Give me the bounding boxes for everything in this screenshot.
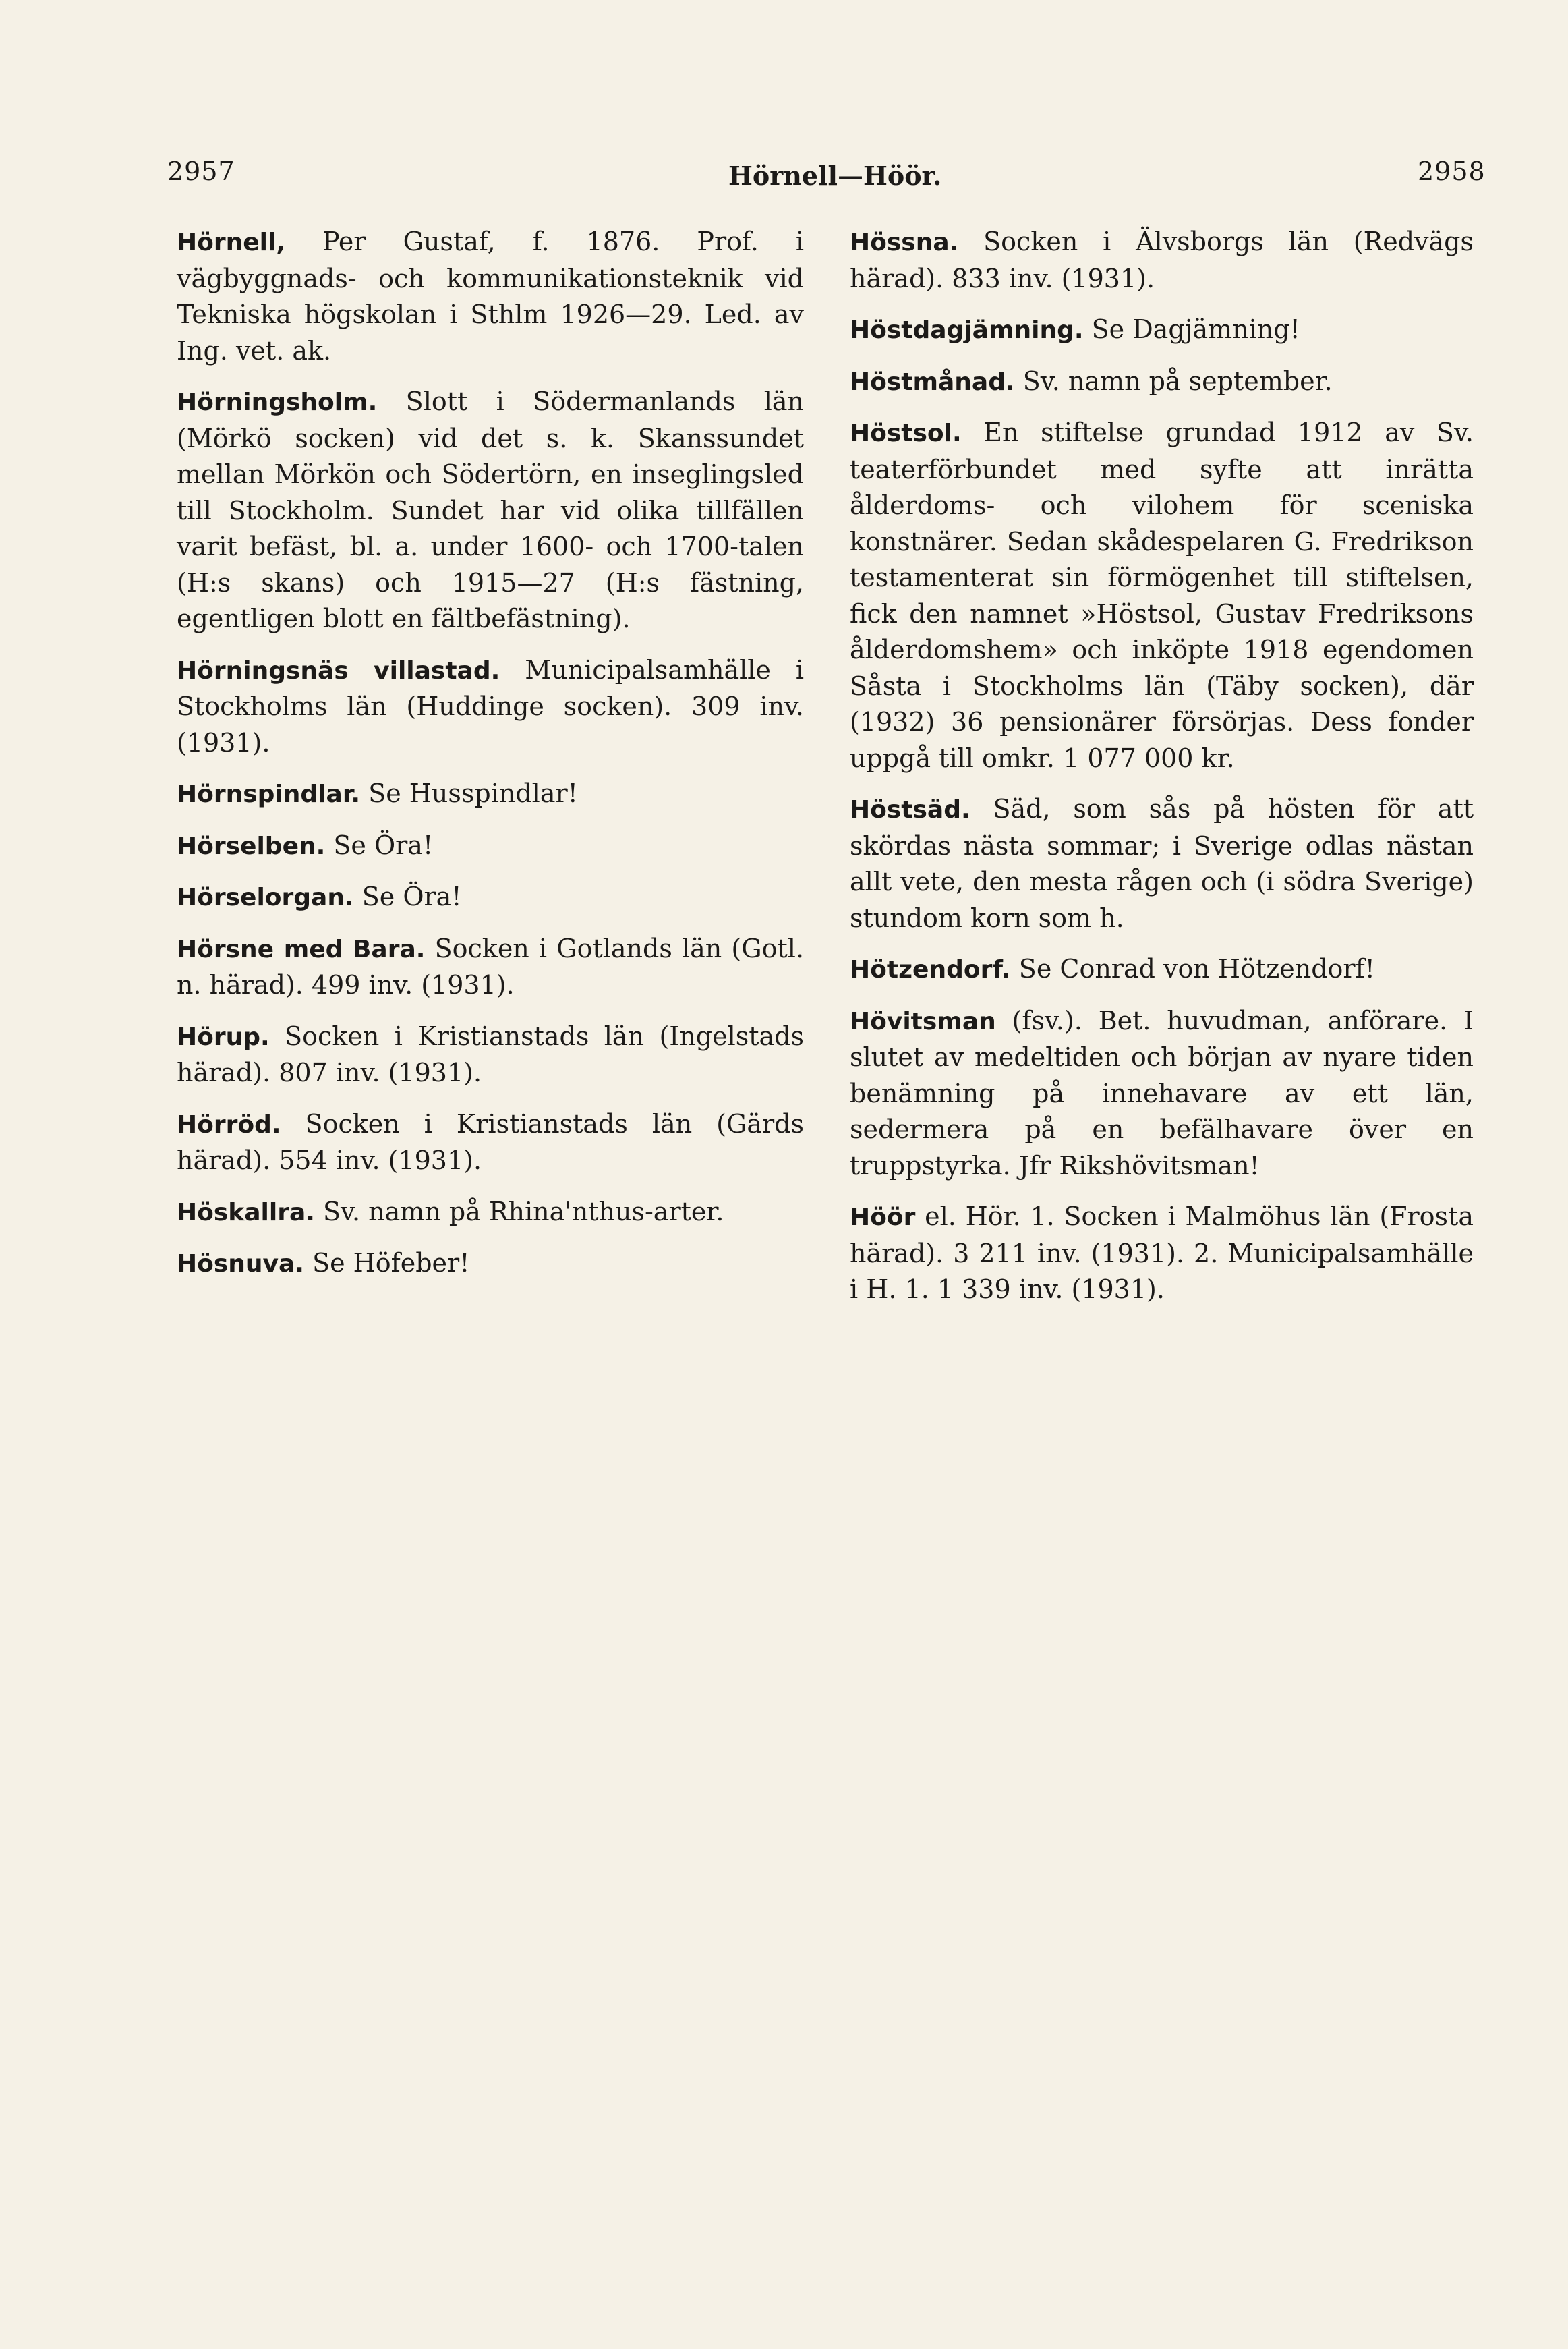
entry-text: Se Husspindlar! xyxy=(360,779,578,808)
page-number-right: 2958 xyxy=(1418,157,1486,186)
entry-text: Se Öra! xyxy=(353,882,462,911)
entry-headword: Hörsne med Bara. xyxy=(177,935,426,963)
entry-text: Säd, som sås på hösten för att skördas nästa sommar; i Sverige odlas nästan allt vete, den mesta rågen och (i södra Sverige) stundom korn som h. xyxy=(850,794,1474,933)
entry-text: Municipalsamhälle i Stockholms län (Huddinge socken). 309 inv. (1931). xyxy=(177,654,804,758)
entry-headword: Hörnspindlar. xyxy=(177,781,361,808)
entry-headword: Hössna. xyxy=(850,229,959,256)
page-number-left: 2957 xyxy=(167,157,235,186)
entry-headword: Hötzendorf. xyxy=(850,956,1011,984)
entry-hoor xyxy=(850,1199,1474,1308)
entry-text: Sv. namn på september. xyxy=(1014,366,1333,396)
left-column xyxy=(177,224,804,1297)
entry-headword: Hörröd. xyxy=(177,1110,281,1139)
entry-headword: Hövitsman xyxy=(850,1007,996,1036)
entry-headword: Hörselorgan. xyxy=(177,884,354,911)
entry-headword: Hörningsnäs villastad. xyxy=(177,656,500,685)
entry-headword: Hörnell, xyxy=(177,229,286,256)
entry-headword: Höstsäd. xyxy=(850,796,970,824)
entry-headword: Höstdagjämning. xyxy=(850,316,1084,344)
entry-text: el. Hör. 1. Socken i Malmöhus län (Frosta härad). 3 211 inv. (1931). 2. Municipalsamhälle i H. 1. 1 339 inv. (1931). xyxy=(850,1201,1474,1304)
entry-headword: Hörselben. xyxy=(177,832,326,860)
entry-headword: Höskallra. xyxy=(177,1198,315,1226)
entry-hostsol xyxy=(850,415,1474,776)
entry-hotzendorf xyxy=(850,951,1474,988)
entry-headword: Höstmånad. xyxy=(850,368,1015,396)
entry-horup xyxy=(177,1019,804,1092)
entry-hossna xyxy=(850,224,1474,297)
entry-headword: Hösnuva. xyxy=(177,1250,304,1278)
entry-horselorgan xyxy=(177,879,804,916)
entry-headword: Hörningsholm. xyxy=(177,389,378,416)
right-column xyxy=(850,224,1474,1323)
entry-horsne xyxy=(177,931,804,1004)
entry-headword: Höör xyxy=(850,1204,916,1231)
entry-text: En stiftelse grundad 1912 av Sv. teaterförbundet med syfte att inrätta ålderdoms- och vilohem för sceniska konstnärer. Sedan skådespelaren G. Fredrikson testamenterat sin förmögenhet till stiftelsen, fick den namnet »Höstsol, Gustav Fredriksons ålderdomshem» och inköpte 1918 egendomen Såsta i Stockholms län (Täby socken), där (1932) 36 pensionärer försörjas. Dess fonder uppgå till omkr. 1 077 000 kr. xyxy=(850,418,1474,773)
entry-headword: Höstsol. xyxy=(850,420,962,447)
entry-hostsad xyxy=(850,791,1474,936)
running-title: Hörnell—Höör. xyxy=(728,161,942,191)
entry-text: Se Höfeber! xyxy=(303,1248,470,1278)
entry-hornell xyxy=(177,224,804,369)
entry-text: Se Dagjämning! xyxy=(1083,314,1300,344)
entry-hornspindlar xyxy=(177,776,804,813)
entry-text: Se Conrad von Hötzendorf! xyxy=(1010,954,1375,984)
entry-text: Socken i Kristianstads län (Ingelstads härad). 807 inv. (1931). xyxy=(177,1021,804,1087)
entry-text: Sv. namn på Rhina'nthus-arter. xyxy=(314,1196,724,1226)
entry-hostmanad xyxy=(850,364,1474,401)
entry-text: Socken i Gotlands län (Gotl. n. härad). 499 inv. (1931). xyxy=(177,933,804,1000)
entry-hosnuva xyxy=(177,1245,804,1282)
entry-hovitsman xyxy=(850,1003,1474,1185)
entry-hostdagjamning xyxy=(850,312,1474,349)
entry-horningsholm xyxy=(177,384,804,638)
entry-text: Socken i Älvsborgs län (Redvägs härad). 833 inv. (1931). xyxy=(850,227,1474,293)
entry-text: Slott i Södermanlands län (Mörkö socken) vid det s. k. Skanssundet mellan Mörkön och Södertörn, en inseglingsled till Stockholm. Sundet har vid olika tillfällen varit befäst, bl. a. under 1600- och 1700-talen (H:s skans) och 1915—27 (H:s fästning, egentligen blott en fältbefästning). xyxy=(177,387,804,633)
entry-horningsnas xyxy=(177,652,804,762)
entry-hoskallra xyxy=(177,1194,804,1231)
entry-text: Socken i Kristianstads län (Gärds härad). 554 inv. (1931). xyxy=(177,1108,804,1175)
entry-horselben xyxy=(177,828,804,865)
entry-headword: Hörup. xyxy=(177,1023,270,1051)
entry-text: Per Gustaf, f. 1876. Prof. i vägbyggnads- och kommunikationsteknik vid Tekniska högskolan i Sthlm 1926—29. Led. av Ing. vet. ak. xyxy=(177,227,804,366)
entry-text: (fsv.). Bet. huvudman, anförare. I slutet av medeltiden och början av nyare tiden benämning på innehavare av ett län, sedermera på en befälhavare över en truppstyrka. Jfr Rikshövitsman! xyxy=(850,1005,1474,1181)
entry-text: Se Öra! xyxy=(325,830,434,860)
entry-horrod xyxy=(177,1106,804,1179)
